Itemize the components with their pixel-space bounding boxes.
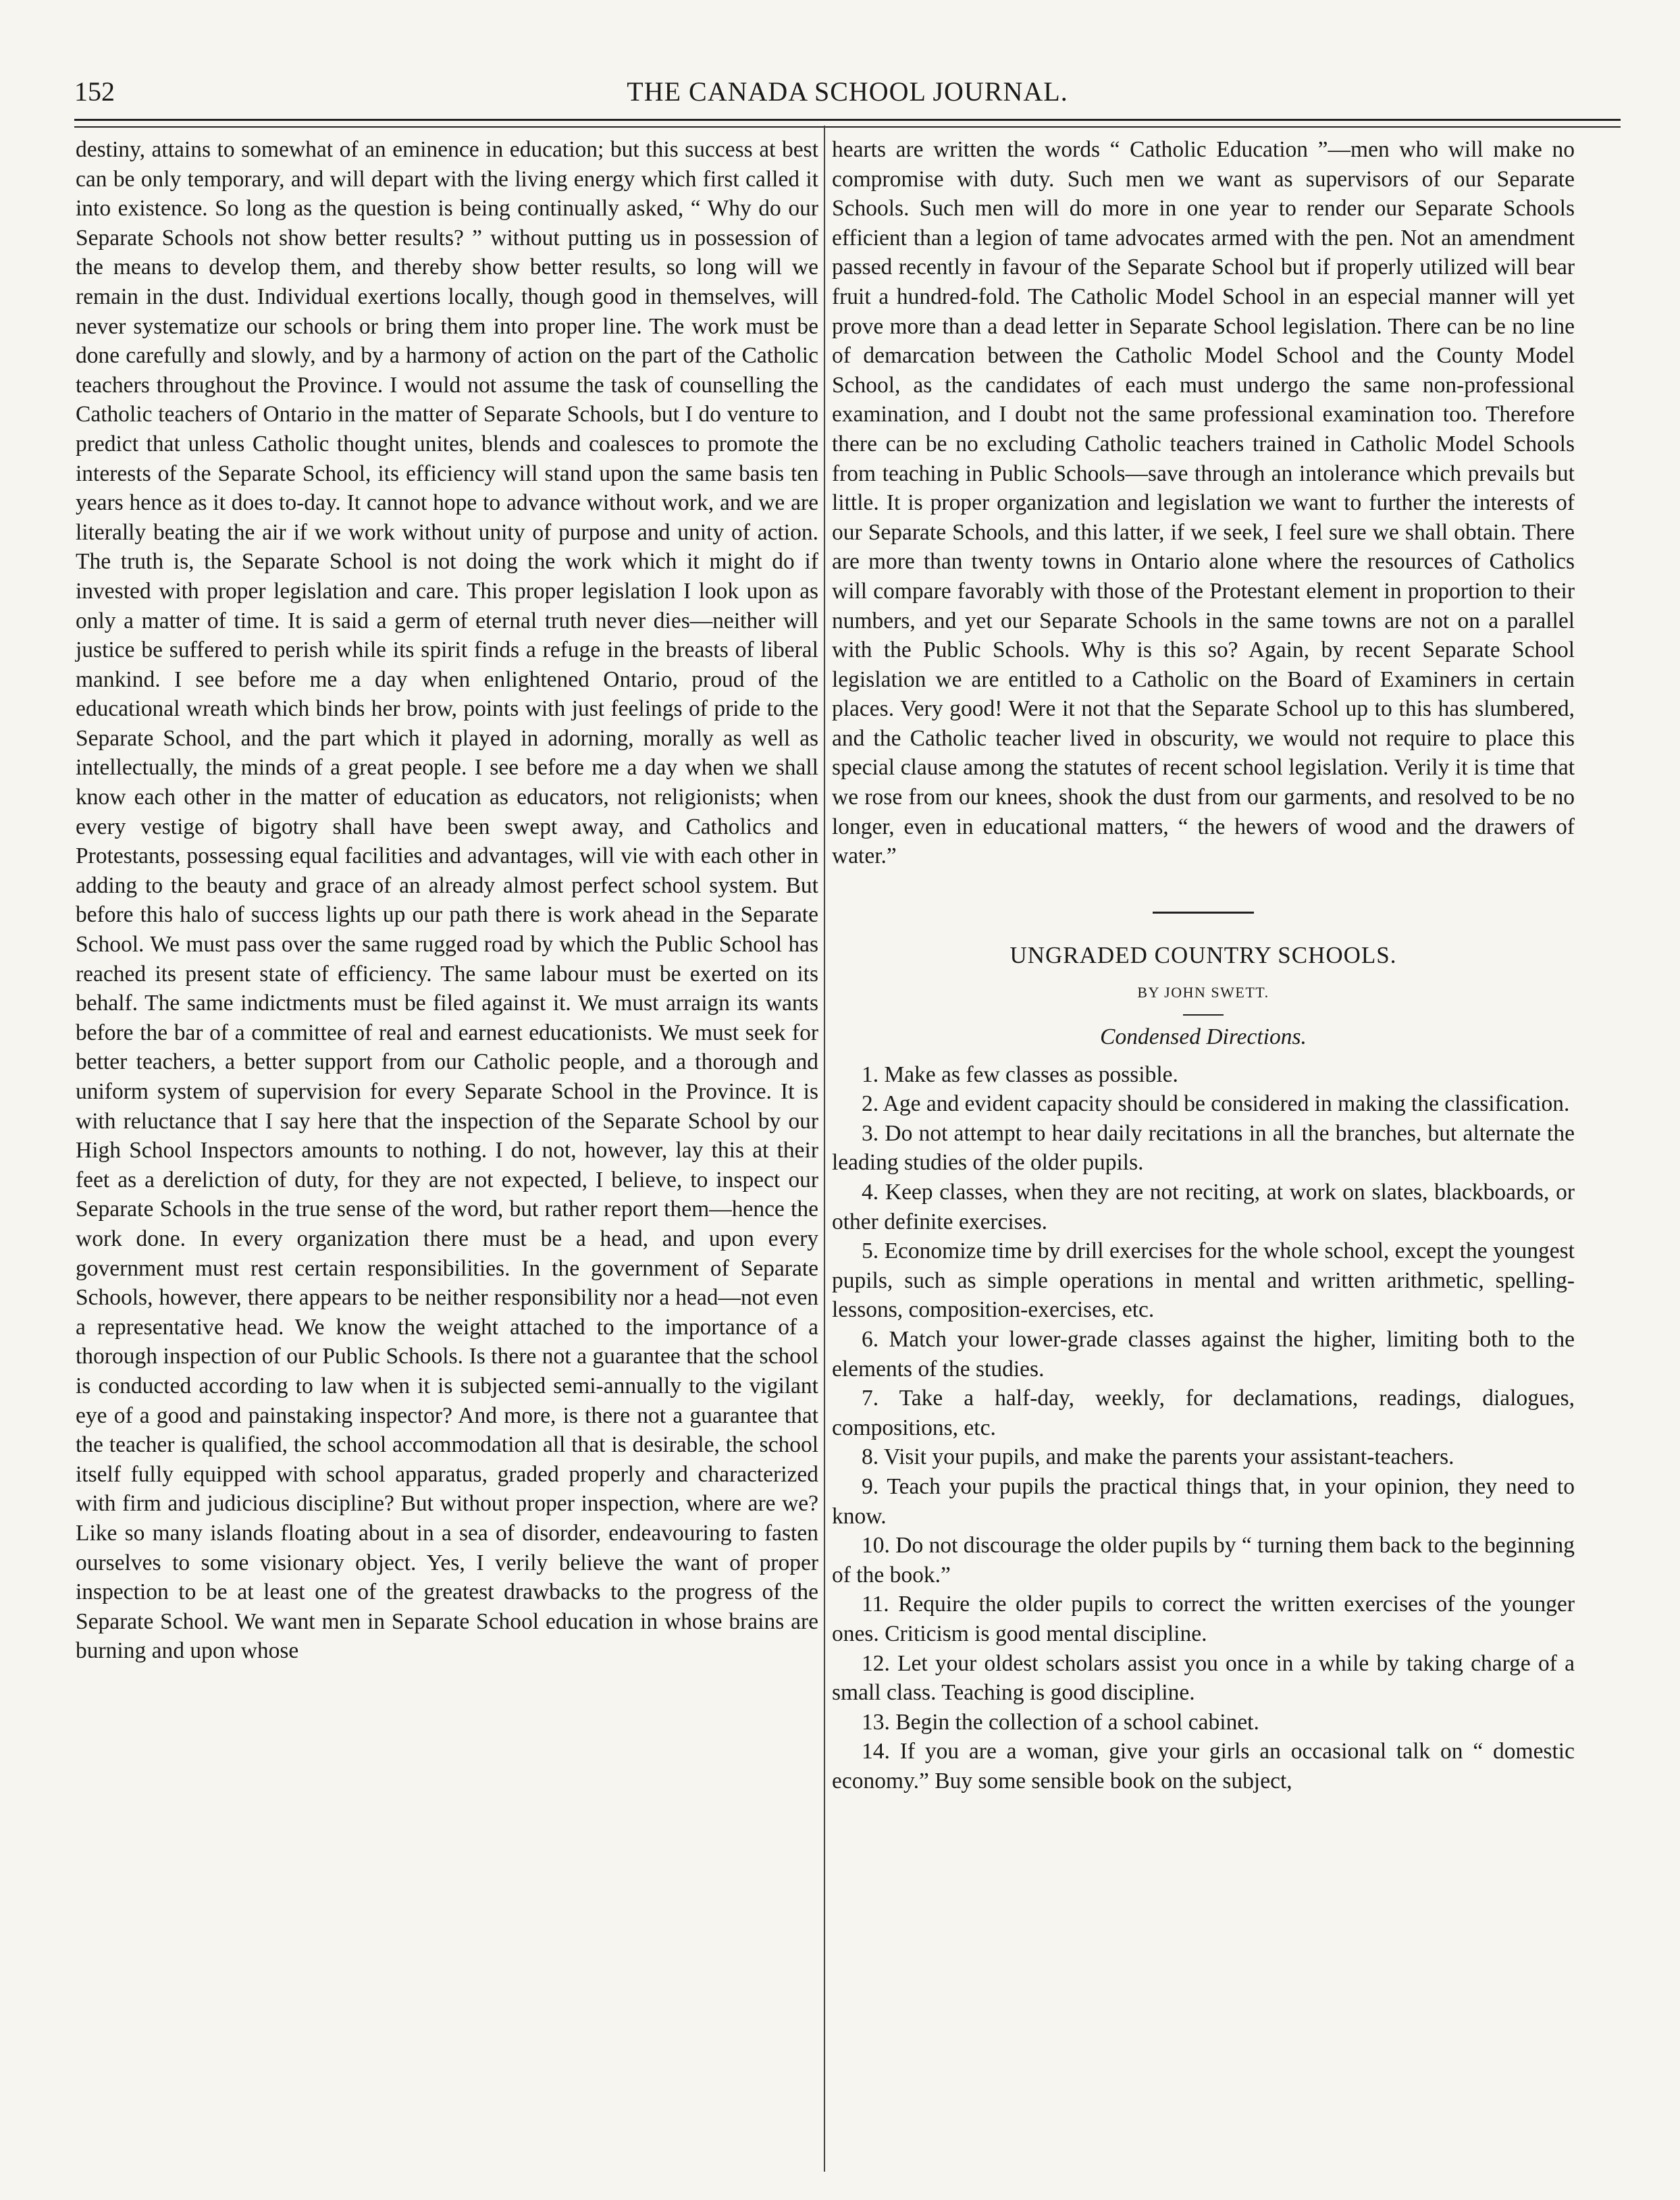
left-column-text: destiny, attains to somewhat of an eminence in education; but this success at best can be only temporary, and will depart with the living energy which first called it into existence. So long as the question is being continually asked, “ Why do our Separate Schools not show better results? ” without putting us in possession of the means to develop them, and thereby show better results, so long will we remain in the dust. Individual exertions locally, though good in themselves, will never systematize our schools or bring them into proper line. The work must be done carefully and slowly, and by a harmony of action on the part of the Catholic teachers throughout the Province. I would not assume the task of counselling the Catholic teachers of Ontario in the matter of Separate Schools, but I do venture to predict that unless Catholic thought unites, blends and coalesces to promote the interests of the Separate School, its efficiency will stand upon the same basis ten years hence as it does to-day. It cannot hope to advance without work, and we are literally beating the air if we work without unity of purpose and unity of action. The truth is, the Separate School is not doing the work which it might do if invested with proper legislation and care. This proper legislation I look upon as only a matter of time. It is said a germ of eternal truth never dies—neither will justice be suffered to perish while its spirit finds a refuge in the breasts of liberal mankind. I see before me a day when enlightened Ontario, proud of the educational wreath which binds her brow, points with just feelings of pride to the Separate School, and the part which it played in adorning, morally as well as intellectually, the minds of a great people. I see before me a day when we shall know each other in the matter of education as educators, not religionists; when every vestige of bigotry shall have been swept away, and Catholics and Protestants, possessing equal facilities and advantages, will vie with each other in adding to the beauty and grace of an already almost perfect school system. But before this halo of success lights up our path there is work ahead in the Separate School. We must pass over the same rugged road by which the Public School has reached its present state of efficiency. The same labour must be exerted on its behalf. The same indictments must be filed against it. We must arraign its wants before the bar of a committee of real and earnest educationists. We must seek for better teachers, a better support from our Catholic people, and a thorough and uniform system of supervision for every Separate School in the Province. It is with reluctance that I say here that the inspection of the Separate School by our High School Inspectors amounts to nothing. I do not, however, lay this at their feet as a dereliction of duty, for they are not expected, I believe, to inspect our Separate Schools in the true sense of the word, but rather report them—hence the work done. In every organization there must be a head, and upon every government must rest certain responsibilities. In the government of Separate Schools, however, there appears to be neither responsibility nor a head—not even a representative head. We know the weight attached to the importance of a thorough inspection of our Public Schools. Is there not a guarantee that the school is conducted according to law when it is subjected semi-annually to the vigilant eye of a good and painstaking inspector? And more, is there not a guarantee that the teacher is qualified, the school accommodation all that is desirable, the school itself fully equipped with school apparatus, graded properly and characterized with firm and judicious discipline? But without proper inspection, where are we? Like so many islands floating about in a sea of disorder, endeavouring to fasten ourselves to some visionary object. Yes, I verily believe the want of proper inspection to be at least one of the greatest drawbacks to the progress of the Separate School. We want men in Separate School education in whose brains are burning and upon whose	[76, 137, 818, 1664]
direction-item-12: 12. Let your oldest scholars assist you once in a while by taking charge of a small class. Teaching is good discipline.	[832, 1650, 1575, 1706]
header-rule	[74, 119, 1621, 128]
article-subtitle: Condensed Directions.	[1100, 1024, 1307, 1050]
article-title: UNGRADED COUNTRY SCHOOLS.	[1009, 941, 1397, 968]
direction-item-11: 11. Require the older pupils to correct the written exercises of the younger ones. Criticism is good mental discipline.	[832, 1592, 1575, 1646]
left-column	[76, 135, 818, 1666]
journal-title: THE CANADA SCHOOL JOURNAL.	[627, 76, 1068, 107]
direction-item-4: 4. Keep classes, when they are not reciting, at work on slates, blackboards, or other definite exercises.	[832, 1180, 1575, 1234]
direction-item-8: 8. Visit your pupils, and make the parents your assistant-teachers.	[862, 1444, 1454, 1470]
direction-item-7: 7. Take a half-day, weekly, for declamations, readings, dialogues, compositions, etc.	[832, 1386, 1575, 1440]
page-header	[74, 76, 1621, 116]
direction-item-5: 5. Economize time by drill exercises for the whole school, except the youngest pupils, such as simple operations in mental and written arithmetic, spelling-lessons, composition-exercises, etc.	[832, 1238, 1575, 1323]
right-column-continuation: hearts are written the words “ Catholic Education ”—men who will make no compromise with duty. Such men we want as supervisors of our Separate Schools. Such men will do more in one year to render our Separate Schools efficient than a legion of tame advocates armed with the pen. Not an amendment passed recently in favour of the Separate School but if properly utilized will bear fruit a hundred-fold. The Catholic Model School in an especial manner will yet prove more than a dead letter in Separate School legislation. There can be no line of demarcation between the Catholic Model School and the County Model School, as the candidates of each must undergo the same non-professional examination, and I doubt not the same professional examination too. Therefore there can be no excluding Catholic teachers trained in Catholic Model Schools from teaching in Public Schools—save through an intolerance which prevails but little. It is proper organization and legislation we want to further the interests of our Separate Schools, and this latter, if we seek, I feel sure we shall obtain. There are more than twenty towns in Ontario alone where the resources of Catholics will compare favorably with those of the Protestant element in proportion to their numbers, and yet our Separate Schools in the same towns are not on a parallel with the Public Schools. Why is this so? Again, by recent Separate School legislation we are entitled to a Catholic on the Board of Examiners in certain places. Very good! Were it not that the Separate School up to this has slumbered, and the Catholic teacher lived in obscurity, we would not require to place this special clause among the statutes of recent school legislation. Verily it is time that we rose from our knees, shook the dust from our garments, and resolved to be no longer, even in educational matters, “ the hewers of wood and the drawers of water.”	[832, 137, 1575, 869]
direction-item-10: 10. Do not discourage the older pupils by “ turning them back to the beginning of the book.”	[832, 1533, 1575, 1588]
direction-item-1: 1. Make as few classes as possible.	[862, 1062, 1178, 1087]
article-separator-rule	[1153, 912, 1254, 914]
direction-item-9: 9. Teach your pupils the practical things that, in your opinion, they need to know.	[832, 1473, 1575, 1529]
column-divider	[824, 126, 825, 2172]
direction-item-3: 3. Do not attempt to hear daily recitations in all the branches, but alternate the leading studies of the older pupils.	[832, 1120, 1575, 1176]
article-byline: BY JOHN SWETT.	[1137, 984, 1269, 1001]
direction-item-13: 13. Begin the collection of a school cabinet.	[862, 1709, 1259, 1735]
page-number: 152	[74, 76, 115, 107]
right-column	[832, 135, 1575, 1796]
direction-item-14: 14. If you are a woman, give your girls an occasional talk on “ domestic economy.” Buy some sensible book on the subject,	[832, 1739, 1575, 1793]
byline-rule	[1183, 1014, 1224, 1016]
direction-item-2: 2. Age and evident capacity should be considered in making the classification.	[862, 1091, 1570, 1117]
direction-item-6: 6. Match your lower-grade classes against the higher, limiting both to the elements of the studies.	[832, 1326, 1575, 1382]
